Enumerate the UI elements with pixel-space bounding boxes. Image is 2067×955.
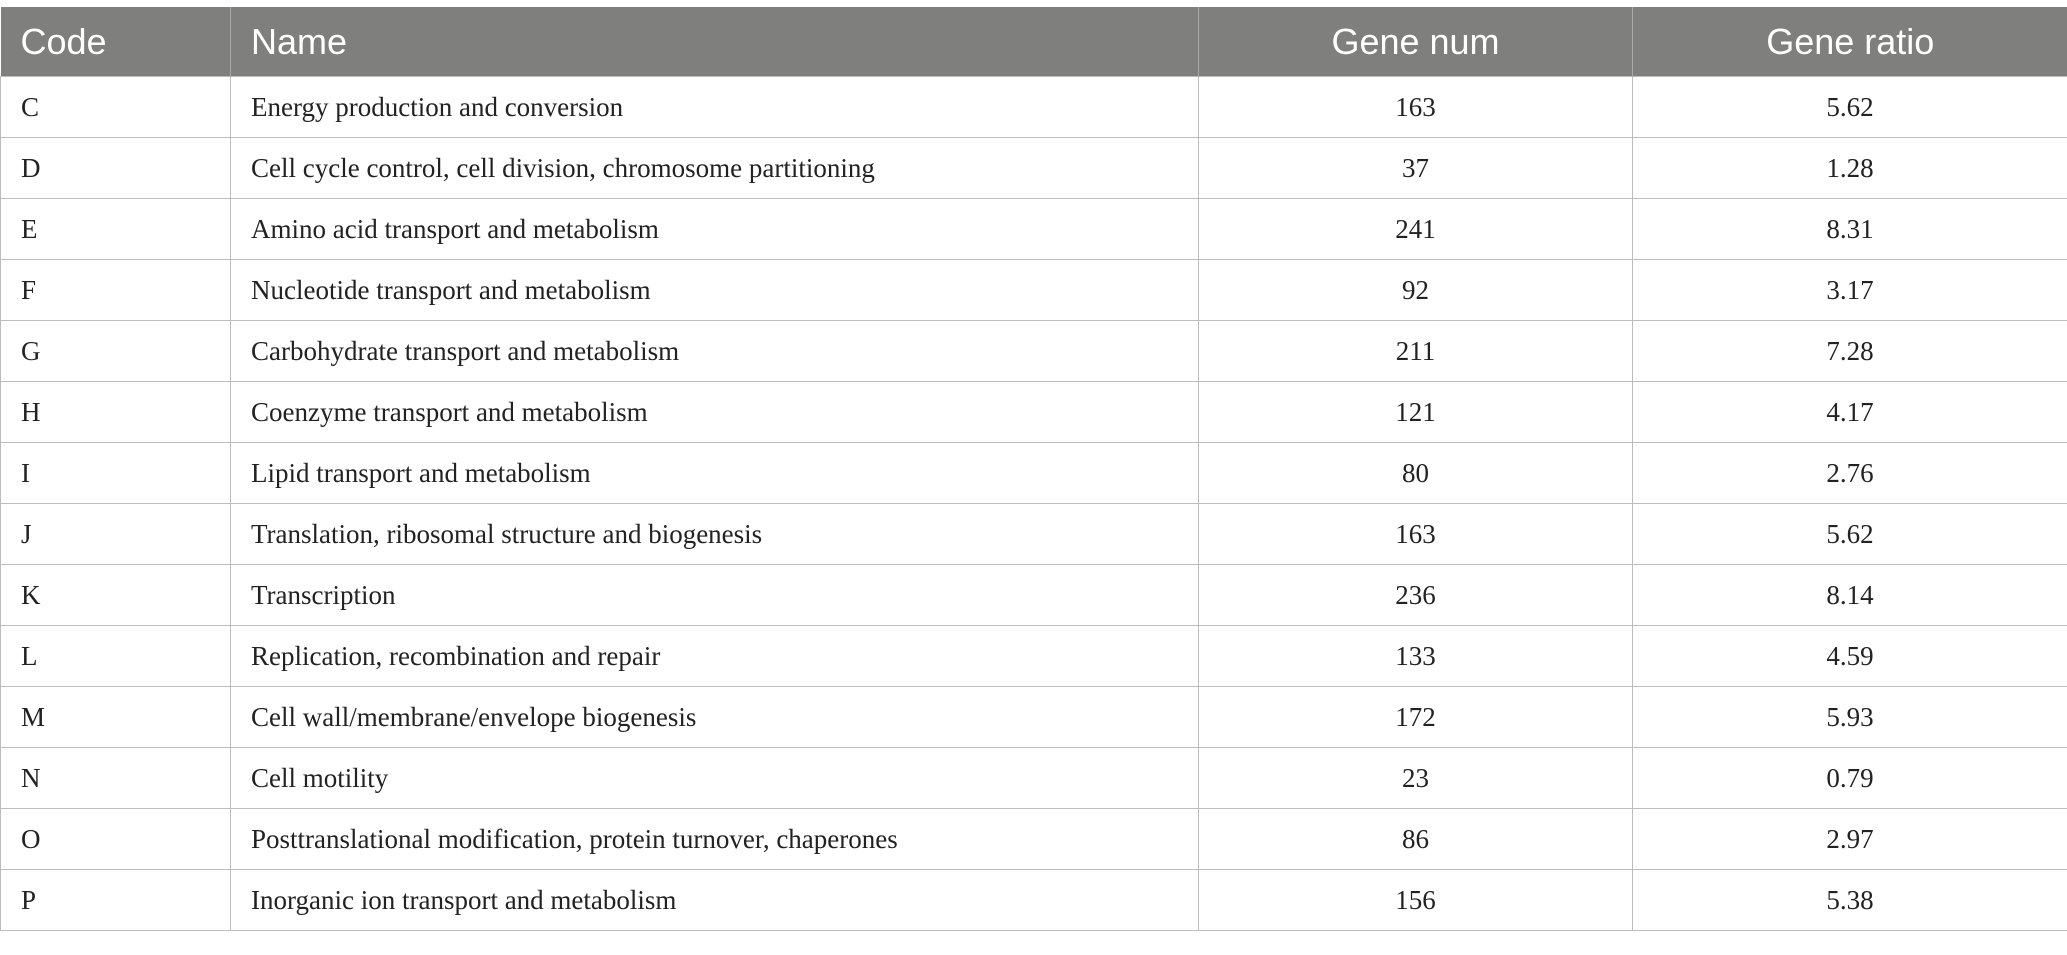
table-row — [1, 382, 2067, 443]
table-row — [1, 565, 2067, 626]
cell-gene-ratio: 5.62 — [1633, 77, 2067, 138]
column-header-code: Code — [1, 7, 231, 77]
cell-gene-num: 163 — [1199, 77, 1633, 138]
cell-name: Coenzyme transport and metabolism — [231, 382, 1199, 443]
cell-gene-num: 211 — [1199, 321, 1633, 382]
table-header — [1, 7, 2067, 77]
cell-gene-num: 80 — [1199, 443, 1633, 504]
cell-name: Inorganic ion transport and metabolism — [231, 870, 1199, 931]
cell-code: O — [1, 809, 231, 870]
cell-gene-num: 86 — [1199, 809, 1633, 870]
cell-gene-num: 172 — [1199, 687, 1633, 748]
cell-code: C — [1, 77, 231, 138]
cell-code: M — [1, 687, 231, 748]
cell-gene-ratio: 5.93 — [1633, 687, 2067, 748]
table-row — [1, 748, 2067, 809]
cell-gene-ratio: 1.28 — [1633, 138, 2067, 199]
data-table — [0, 7, 2067, 931]
table-row — [1, 809, 2067, 870]
cell-gene-ratio: 2.76 — [1633, 443, 2067, 504]
table-row — [1, 321, 2067, 382]
cell-gene-ratio: 4.17 — [1633, 382, 2067, 443]
table-row — [1, 626, 2067, 687]
cell-gene-ratio: 3.17 — [1633, 260, 2067, 321]
cell-code: P — [1, 870, 231, 931]
cell-gene-num: 92 — [1199, 260, 1633, 321]
table-row — [1, 504, 2067, 565]
cell-code: I — [1, 443, 231, 504]
cell-code: D — [1, 138, 231, 199]
table-row — [1, 260, 2067, 321]
cell-gene-num: 23 — [1199, 748, 1633, 809]
cell-name: Replication, recombination and repair — [231, 626, 1199, 687]
table-body — [1, 77, 2067, 931]
cell-gene-ratio: 2.97 — [1633, 809, 2067, 870]
cell-code: F — [1, 260, 231, 321]
cell-code: E — [1, 199, 231, 260]
cell-gene-ratio: 0.79 — [1633, 748, 2067, 809]
column-header-gene-num: Gene num — [1199, 7, 1633, 77]
cell-name: Cell wall/membrane/envelope biogenesis — [231, 687, 1199, 748]
cell-name: Cell motility — [231, 748, 1199, 809]
cell-gene-ratio: 4.59 — [1633, 626, 2067, 687]
column-header-name: Name — [231, 7, 1199, 77]
cell-code: K — [1, 565, 231, 626]
cell-code: J — [1, 504, 231, 565]
cell-name: Transcription — [231, 565, 1199, 626]
cell-name: Nucleotide transport and metabolism — [231, 260, 1199, 321]
cell-gene-ratio: 7.28 — [1633, 321, 2067, 382]
table-row — [1, 687, 2067, 748]
cell-gene-num: 236 — [1199, 565, 1633, 626]
cell-gene-ratio: 5.62 — [1633, 504, 2067, 565]
table-row — [1, 199, 2067, 260]
cell-code: H — [1, 382, 231, 443]
column-header-gene-ratio: Gene ratio — [1633, 7, 2067, 77]
cell-name: Carbohydrate transport and metabolism — [231, 321, 1199, 382]
table-row — [1, 77, 2067, 138]
cell-gene-num: 133 — [1199, 626, 1633, 687]
cell-gene-ratio: 8.31 — [1633, 199, 2067, 260]
cell-gene-ratio: 5.38 — [1633, 870, 2067, 931]
cell-gene-ratio: 8.14 — [1633, 565, 2067, 626]
header-row — [1, 7, 2067, 77]
cell-gene-num: 163 — [1199, 504, 1633, 565]
cell-code: G — [1, 321, 231, 382]
table-row — [1, 443, 2067, 504]
cell-name: Energy production and conversion — [231, 77, 1199, 138]
cell-gene-num: 37 — [1199, 138, 1633, 199]
cell-name: Amino acid transport and metabolism — [231, 199, 1199, 260]
cell-name: Translation, ribosomal structure and biogenesis — [231, 504, 1199, 565]
cell-gene-num: 241 — [1199, 199, 1633, 260]
data-table-container — [0, 7, 2067, 931]
cell-code: L — [1, 626, 231, 687]
cell-gene-num: 156 — [1199, 870, 1633, 931]
cell-name: Posttranslational modification, protein turnover, chaperones — [231, 809, 1199, 870]
cell-name: Lipid transport and metabolism — [231, 443, 1199, 504]
cell-name: Cell cycle control, cell division, chromosome partitioning — [231, 138, 1199, 199]
table-row — [1, 138, 2067, 199]
cell-code: N — [1, 748, 231, 809]
table-row — [1, 870, 2067, 931]
cell-gene-num: 121 — [1199, 382, 1633, 443]
